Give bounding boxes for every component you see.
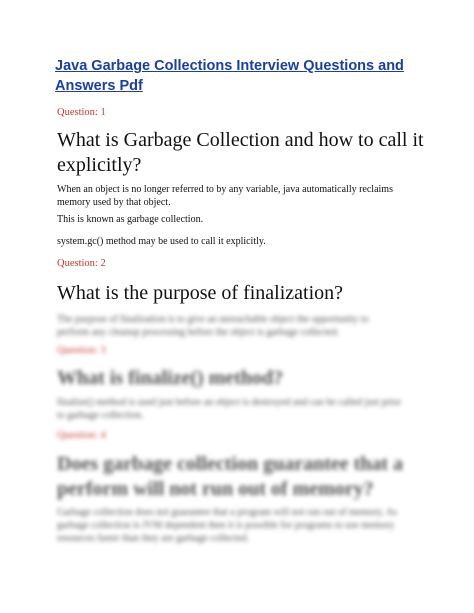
answer-paragraph: When an object is no longer referred to by any variable, java automatically reclaims memory used by that object. <box>57 184 393 208</box>
answer-paragraph: Garbage collection does not guarantee that a program will not run out of memory. As garbage collection is JVM dependent then it is possible for programs to use memory resources faster than they are garbage collected. <box>57 507 398 544</box>
question-label: Question: 4 <box>57 430 106 441</box>
question-label: Question: 1 <box>57 107 106 118</box>
question-label: Question: 3 <box>57 345 106 356</box>
answer-paragraph: This is known as garbage collection. <box>57 214 204 225</box>
answer-paragraph: finalize() method is used just before an object is destroyed and can be called just prior to garbage collection. <box>57 397 402 421</box>
answer-paragraph: system.gc() method may be used to call it explicitly. <box>57 236 266 247</box>
question-heading: What is Garbage Collection and how to call it explicitly? <box>57 129 424 176</box>
question-heading: What is the purpose of finalization? <box>57 282 344 304</box>
answer-paragraph: The purpose of finalization is to give an unreachable object the opportunity to perform any cleanup processing before the object is garbage collected. <box>57 314 369 338</box>
question-heading: What is finalize() method? <box>57 367 284 389</box>
document-title: Java Garbage Collections Interview Questions and Answers Pdf <box>55 58 404 94</box>
question-label: Question: 2 <box>57 258 106 269</box>
question-heading: Does garbage collection guarantee that a perform will not run out of memory? <box>57 453 404 500</box>
